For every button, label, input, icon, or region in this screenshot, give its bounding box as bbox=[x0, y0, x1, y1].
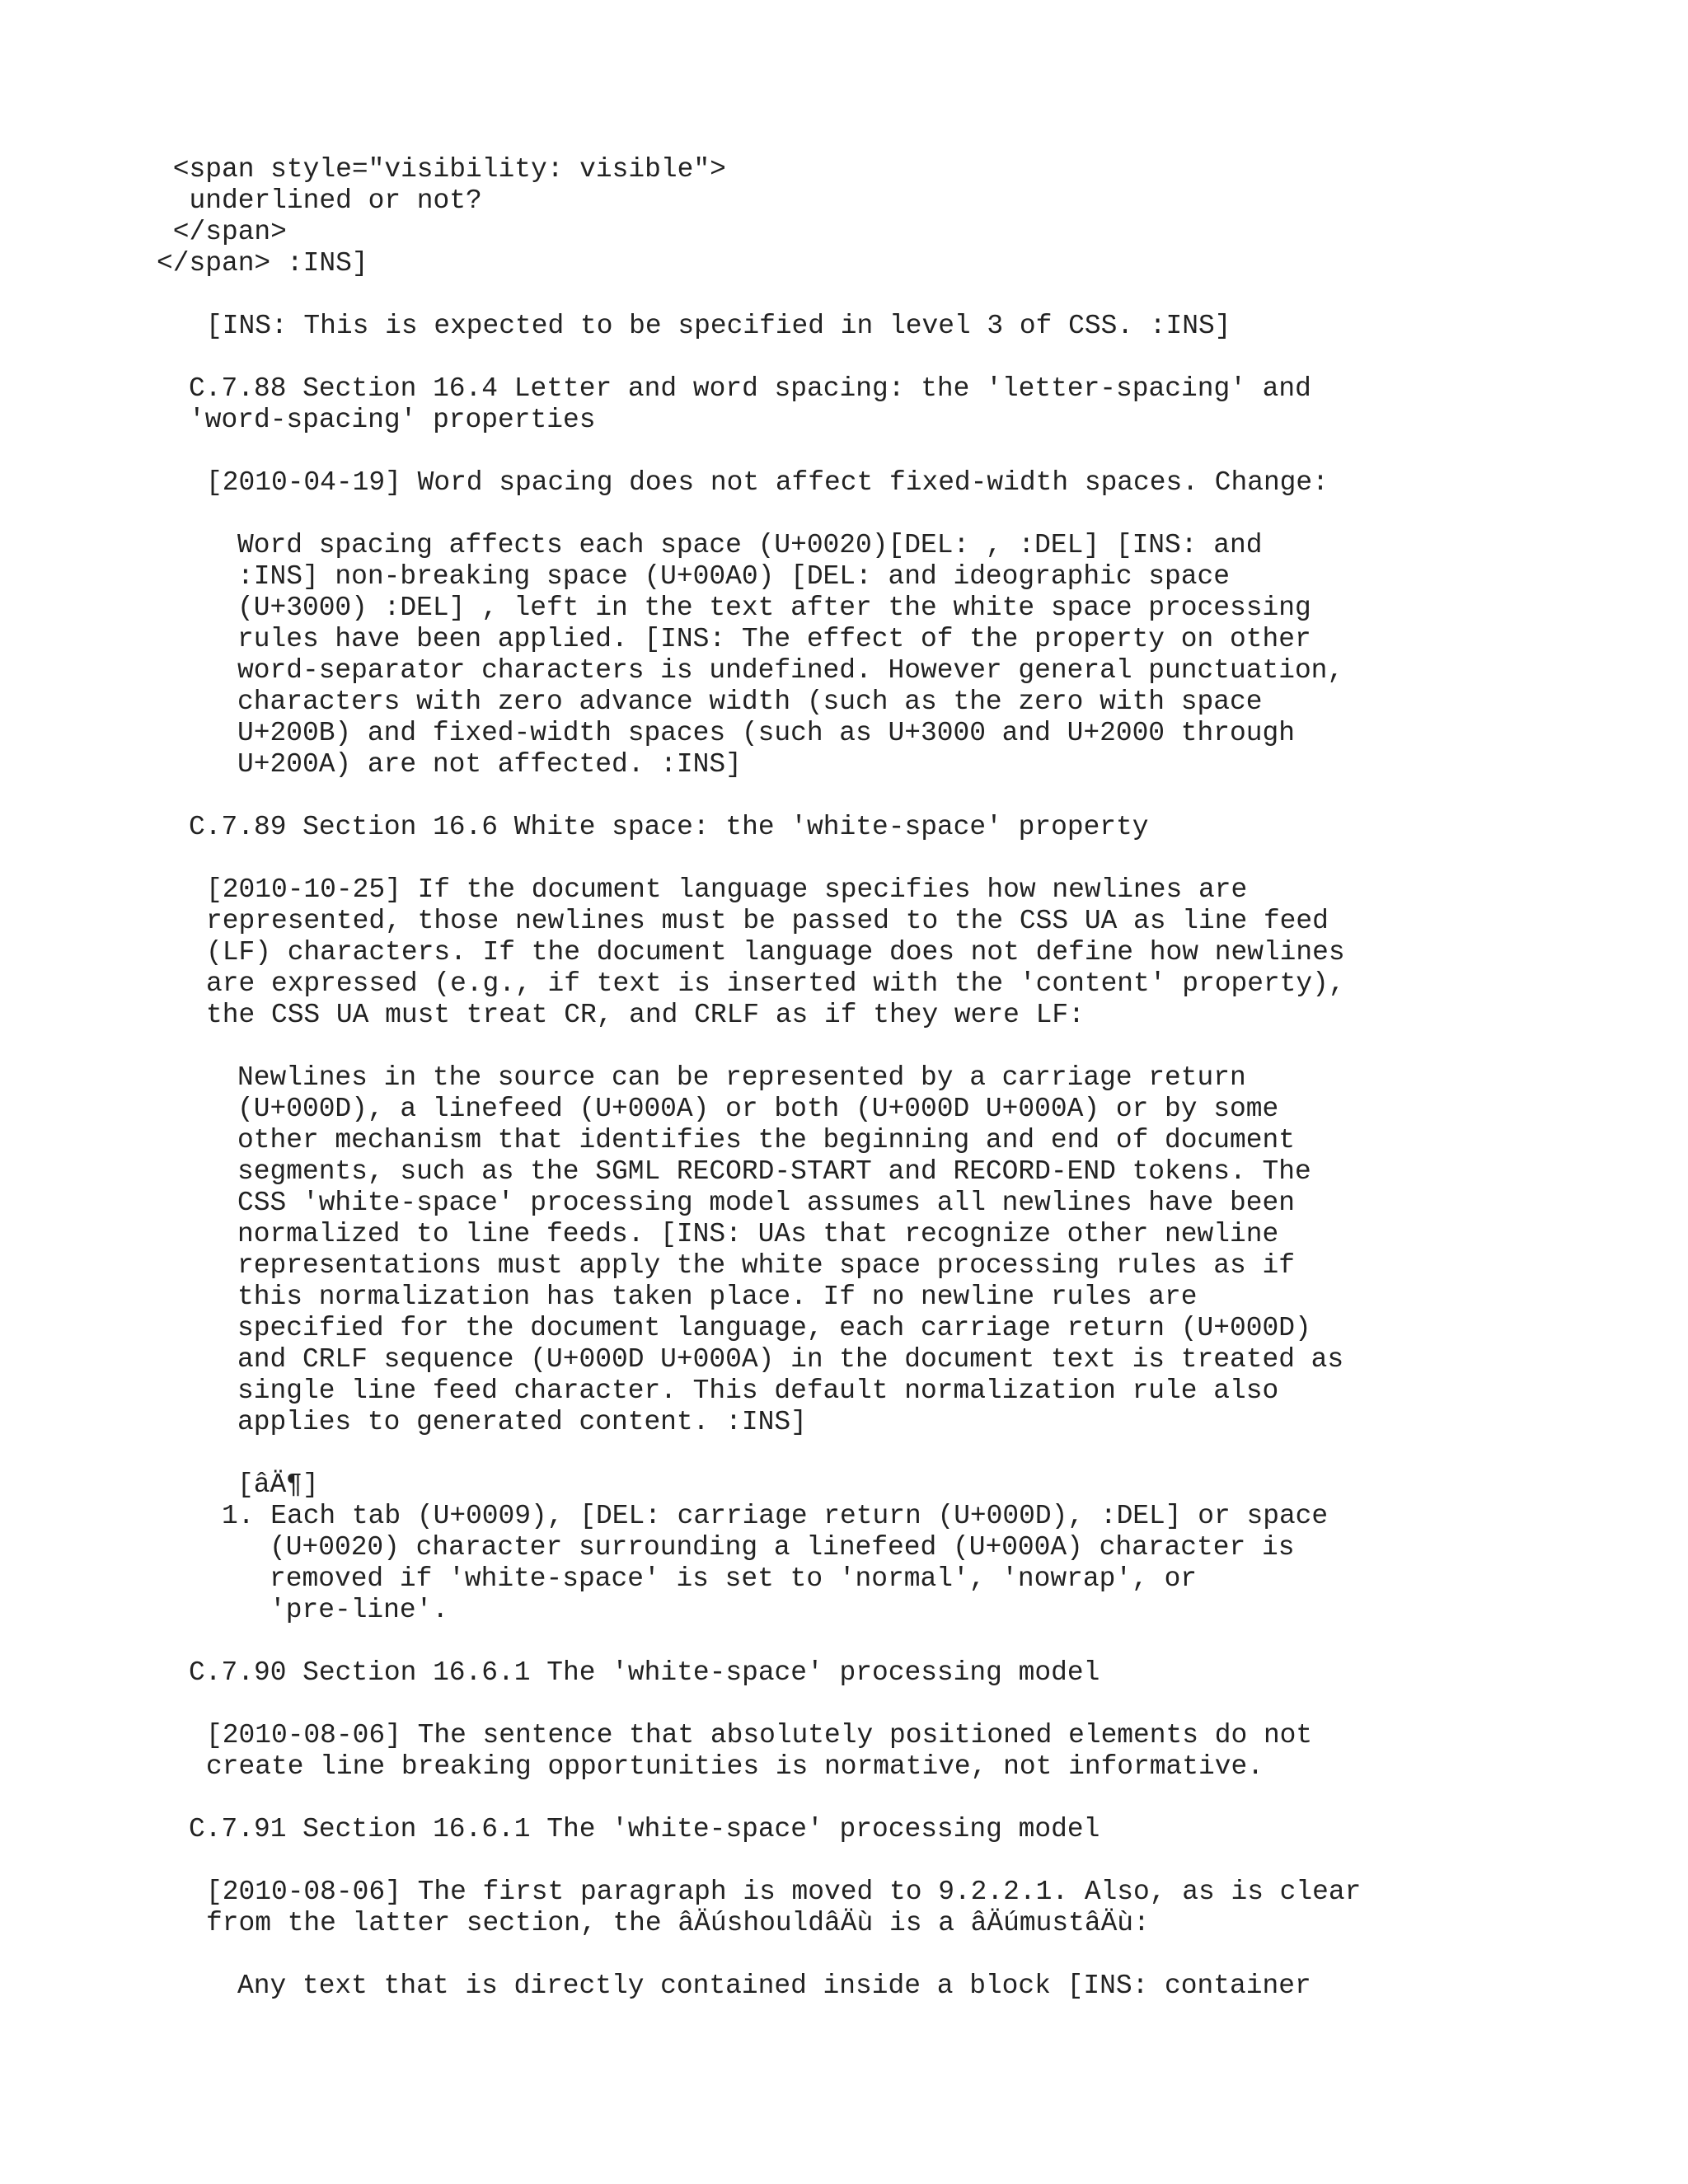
list-item: removed if 'white-space' is set to 'normal', 'nowrap', or bbox=[270, 1563, 1198, 1594]
code-line: underlined or not? bbox=[157, 185, 482, 216]
quoted-line: (U+000D), a linefeed (U+000A) or both (U+000D U+000A) or by some bbox=[237, 1094, 1279, 1124]
quoted-line: U+200B) and fixed-width spaces (such as U+3000 and U+2000 through bbox=[237, 718, 1295, 748]
paragraph-line: the CSS UA must treat CR, and CRLF as if they were LF: bbox=[206, 1000, 1085, 1030]
quoted-line: Any text that is directly contained inside a block [INS: container bbox=[237, 1971, 1311, 2001]
quoted-line: U+200A) are not affected. :INS] bbox=[237, 749, 742, 780]
quoted-line: (U+3000) :DEL] , left in the text after the white space processing bbox=[237, 593, 1311, 623]
paragraph-line: [2010-08-06] The sentence that absolutely positioned elements do not bbox=[206, 1720, 1313, 1750]
ellipsis-marker: [âÄ¶] bbox=[237, 1469, 319, 1500]
section-heading: C.7.90 Section 16.6.1 The 'white-space' processing model bbox=[189, 1657, 1100, 1688]
paragraph-line: [2010-08-06] The first paragraph is moved to 9.2.2.1. Also, as is clear bbox=[206, 1877, 1362, 1907]
list-item: (U+0020) character surrounding a linefeed (U+000A) character is bbox=[270, 1532, 1295, 1563]
quoted-line: characters with zero advance width (such as the zero with space bbox=[237, 687, 1263, 717]
paragraph-line: represented, those newlines must be passed to the CSS UA as line feed bbox=[206, 906, 1329, 936]
section-heading: C.7.91 Section 16.6.1 The 'white-space' processing model bbox=[189, 1814, 1100, 1844]
quoted-line: rules have been applied. [INS: The effect of the property on other bbox=[237, 624, 1311, 654]
quoted-line: and CRLF sequence (U+000D U+000A) in the document text is treated as bbox=[237, 1344, 1344, 1375]
quoted-line: representations must apply the white space processing rules as if bbox=[237, 1250, 1295, 1281]
list-item: 1. Each tab (U+0009), [DEL: carriage return (U+000D), :DEL] or space bbox=[222, 1501, 1329, 1531]
quoted-line: :INS] non-breaking space (U+00A0) [DEL: and ideographic space bbox=[237, 561, 1230, 592]
ins-note: [INS: This is expected to be specified in level 3 of CSS. :INS] bbox=[206, 311, 1231, 341]
quoted-line: single line feed character. This default normalization rule also bbox=[237, 1376, 1279, 1406]
quoted-line: CSS 'white-space' processing model assumes all newlines have been bbox=[237, 1188, 1295, 1218]
quoted-line: word-separator characters is undefined. However general punctuation, bbox=[237, 655, 1344, 686]
quoted-line: this normalization has taken place. If no newline rules are bbox=[237, 1282, 1198, 1312]
paragraph-line: [2010-04-19] Word spacing does not affect fixed-width spaces. Change: bbox=[206, 467, 1329, 498]
paragraph-line: from the latter section, the âÄúshouldâÄù is a âÄúmustâÄù: bbox=[206, 1908, 1150, 1938]
section-heading: C.7.89 Section 16.6 White space: the 'white-space' property bbox=[189, 812, 1149, 842]
paragraph-line: create line breaking opportunities is normative, not informative. bbox=[206, 1751, 1264, 1782]
quoted-line: Newlines in the source can be represented by a carriage return bbox=[237, 1062, 1246, 1093]
code-line: </span> bbox=[157, 217, 287, 247]
paragraph-line: [2010-10-25] If the document language specifies how newlines are bbox=[206, 874, 1248, 905]
section-heading: C.7.88 Section 16.4 Letter and word spacing: the 'letter-spacing' and bbox=[189, 373, 1311, 404]
quoted-line: segments, such as the SGML RECORD-START and RECORD-END tokens. The bbox=[237, 1156, 1311, 1187]
paragraph-line: are expressed (e.g., if text is inserted with the 'content' property), bbox=[206, 968, 1345, 999]
quoted-line: Word spacing affects each space (U+0020)[DEL: , :DEL] [INS: and bbox=[237, 530, 1263, 560]
quoted-line: other mechanism that identifies the beginning and end of document bbox=[237, 1125, 1295, 1155]
paragraph-line: (LF) characters. If the document language does not define how newlines bbox=[206, 937, 1345, 968]
section-heading: 'word-spacing' properties bbox=[189, 405, 596, 435]
quoted-line: normalized to line feeds. [INS: UAs that recognize other newline bbox=[237, 1219, 1279, 1249]
list-item: 'pre-line'. bbox=[270, 1595, 449, 1625]
code-line: <span style="visibility: visible"> bbox=[157, 154, 726, 185]
quoted-line: specified for the document language, each carriage return (U+000D) bbox=[237, 1313, 1311, 1343]
code-line: </span> :INS] bbox=[157, 248, 368, 279]
quoted-line: applies to generated content. :INS] bbox=[237, 1407, 807, 1437]
